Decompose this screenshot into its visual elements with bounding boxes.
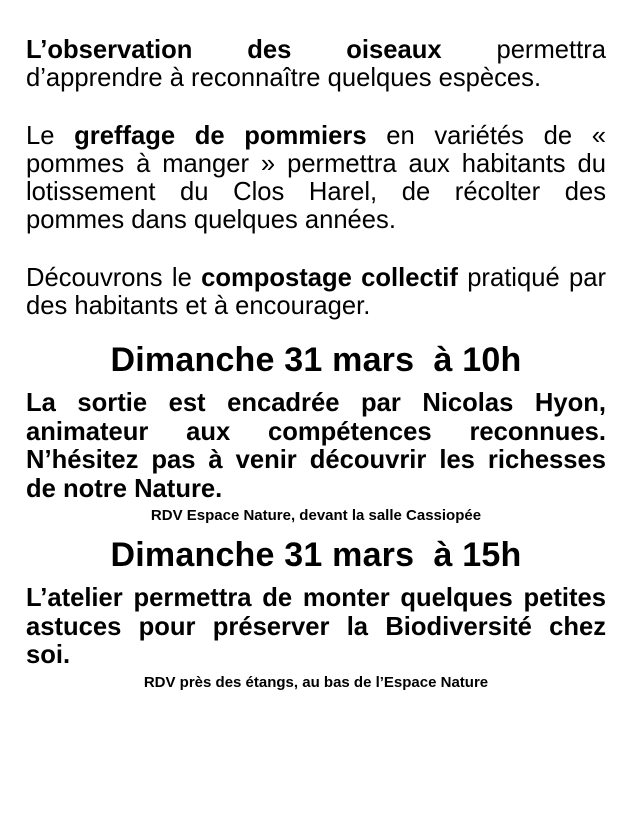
apple-grafting-text: en variétés de « pommes à manger » permettra aux habitants du lotissement du Clos Harel, de récolter des pommes dans quelques années. <box>26 122 606 234</box>
bird-observation-highlight: L’observation des oiseaux <box>26 36 442 64</box>
composting-text: pratiqué par des habitants et à encourager. <box>26 264 606 320</box>
event-1-meeting-point: RDV Espace Nature, devant la salle Cassiopée <box>150 507 482 524</box>
composting-highlight: compostage collectif <box>201 264 458 292</box>
paragraph-bird-observation <box>26 36 606 92</box>
paragraph-apple-grafting <box>26 122 606 234</box>
bird-observation-text: permettra d’apprendre à reconnaître quelques espèces. <box>26 36 606 92</box>
event-2-heading: Dimanche 31 mars à 15h <box>110 536 522 574</box>
event-2-meeting-point: RDV près des étangs, au bas de l’Espace Nature <box>143 673 489 691</box>
apple-grafting-prefix: Le <box>26 122 75 150</box>
event-2-description: L’atelier permettra de monter quelques petites astuces pour préserver la Biodiversité chez soi. <box>26 584 606 669</box>
event-1-description: La sortie est encadrée par Nicolas Hyon, animateur aux compétences reconnues. N’hésitez pas à venir découvrir les richesses de notre Nature. <box>26 389 606 503</box>
composting-prefix: Découvrons le <box>26 264 202 292</box>
apple-grafting-highlight: greffage de pommiers <box>74 122 367 150</box>
event-1-heading: Dimanche 31 mars à 10h <box>110 341 522 379</box>
paragraph-composting <box>26 264 606 320</box>
flyer-content <box>26 36 606 692</box>
